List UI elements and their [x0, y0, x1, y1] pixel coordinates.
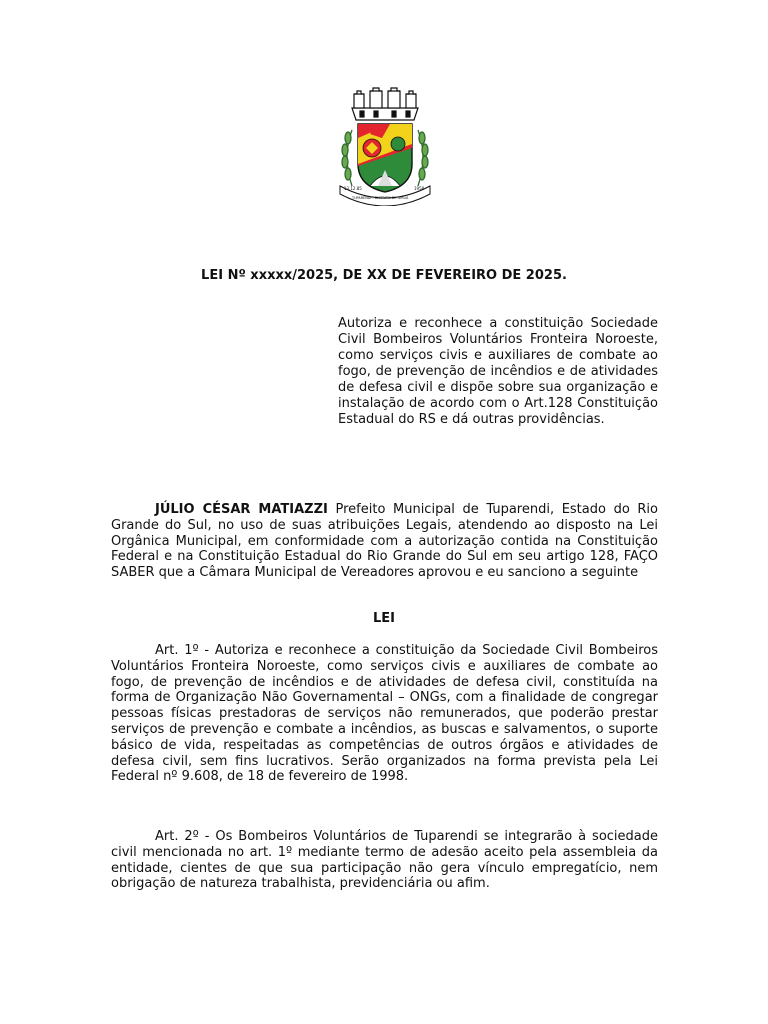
shield [358, 124, 412, 192]
mural-crown [352, 88, 418, 120]
preamble-text: Prefeito Municipal de Tuparendi, Estado do Rio Grande do Sul, no uso de suas atribuições Legais, atendendo ao disposto na Lei Orgânica Municipal, em conformidade com a autorização contida na Constituição Federal e na Constituição Estadual do Rio Grande do Sul em seu artigo 128, FAÇO SABER que a Câmara Municipal de Vereadores aprovou e eu sanciono a seguinte [111, 502, 658, 581]
mayor-name: JÚLIO CÉSAR MATIAZZI [155, 502, 328, 517]
article-1: Art. 1º - Autoriza e reconhece a constituição da Sociedade Civil Bombeiros Voluntários Fronteira Noroeste, como serviços civis e auxiliares de combate ao fogo, de prevenção de incêndios e de atividades de defesa civil, constituída na forma de Organização Não Governamental – ONGs, com a finalidade de congregar pessoas físicas prestadoras de serviços não remunerados, que poderão prestar serviços de prevenção e combate a incêndios, as buscas e salvamentos, o suporte básico de vida, respeitadas as competências de outros órgãos e atividades de defesa civil, sem fins lucrativos. Serão organizados na forma prevista pela Lei Federal nº 9.608, de 18 de fevereiro de 1998. [111, 643, 658, 785]
ribbon-date-left: 13.12.85 [344, 186, 362, 191]
law-title: LEI Nº xxxxx/2025, DE XX DE FEVEREIRO DE 2025. [201, 268, 567, 283]
ribbon-date-right: 1958 [414, 186, 425, 191]
preamble-paragraph [111, 502, 658, 581]
article-2: Art. 2º - Os Bombeiros Voluntários de Tuparendi se integrarão à sociedade civil mencionada no art. 1º mediante termo de adesão aceito pela assembleia da entidade, cientes de que sua participação não gera vínculo empregatício, nem obrigação de natureza trabalhista, previdenciária ou afim. [111, 829, 658, 892]
municipal-coat-of-arms [330, 86, 440, 206]
ribbon-motto: TUPARENDI - DISTRITO DE GIRUÁ [352, 196, 409, 200]
law-summary: Autoriza e reconhece a constituição Sociedade Civil Bombeiros Voluntários Fronteira Noroeste, como serviços civis e auxiliares de combate ao fogo, de prevenção de incêndios e de atividades de defesa civil e dispõe sobre sua organização e instalação de acordo com o Art.128 Constituição Estadual do RS e dá outras providências. [338, 316, 658, 427]
section-heading-lei: LEI [372, 611, 395, 626]
